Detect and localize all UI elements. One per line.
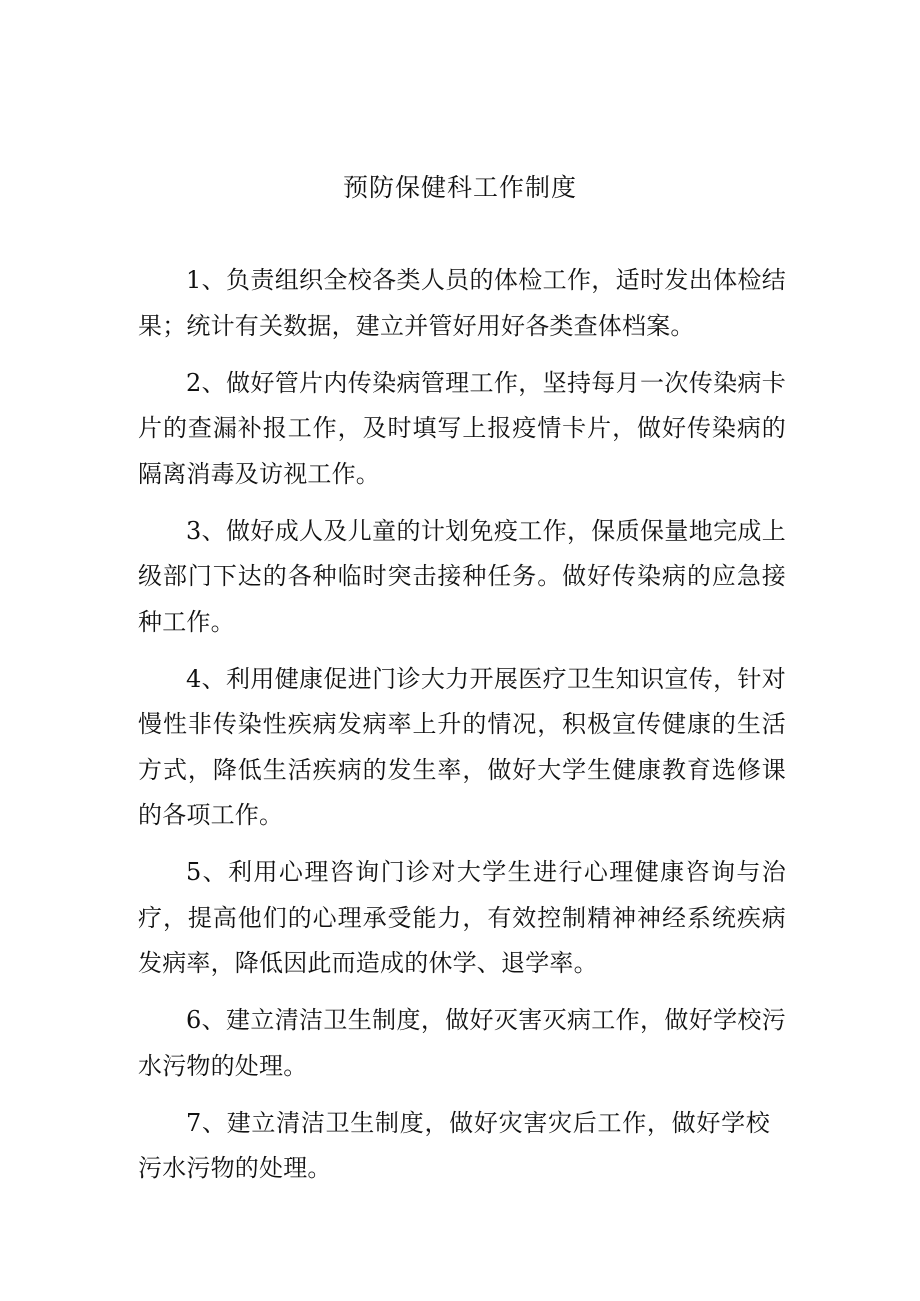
- paragraph-4: 4、利用健康促进门诊大力开展医疗卫生知识宣传，针对慢性非传染性疾病发病率上升的情况，积极宣传健康的生活方式，降低生活疾病的发生率，做好大学生健康教育选修课的各项工作。: [138, 664, 786, 829]
- paragraph-3: 3、做好成人及儿童的计划免疫工作，保质保量地完成上级部门下达的各种临时突击接种任务。做好传染病的应急接种工作。: [138, 516, 786, 636]
- document-title: 预防保健科工作制度: [342, 173, 577, 202]
- document-body: [138, 258, 786, 1203]
- paragraph-1: 1、负责组织全校各类人员的体检工作，适时发出体检结果；统计有关数据，建立并管好用好各类查体档案。: [138, 266, 786, 340]
- paragraph-2: 2、做好管片内传染病管理工作，坚持每月一次传染病卡片的查漏补报工作，及时填写上报疫情卡片，做好传染病的隔离消毒及访视工作。: [138, 368, 786, 488]
- paragraph-6: 6、建立清洁卫生制度，做好灭害灭病工作，做好学校污水污物的处理。: [138, 1006, 786, 1080]
- paragraph-5: 5、利用心理咨询门诊对大学生进行心理健康咨询与治疗，提高他们的心理承受能力，有效控制精神神经系统疾病发病率，降低因此而造成的休学、退学率。: [138, 858, 786, 977]
- paragraph-7: 7、建立清洁卫生制度，做好灾害灾后工作，做好学校污水污物的处理。: [138, 1108, 770, 1182]
